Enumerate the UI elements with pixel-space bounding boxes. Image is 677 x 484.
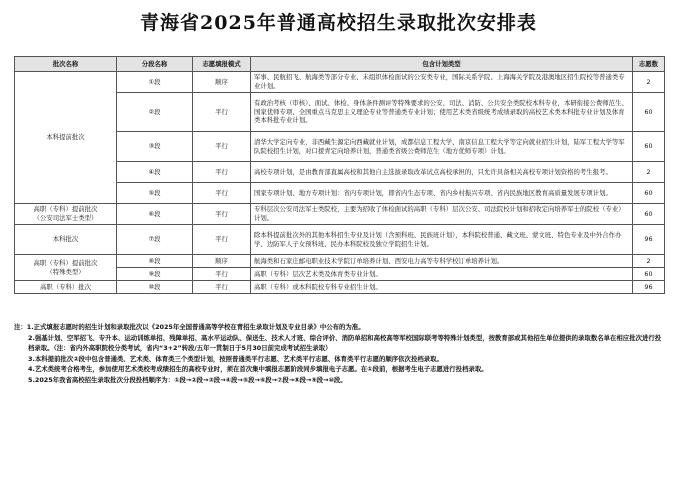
mode-cell: 顺序 — [193, 72, 251, 93]
header-plan: 包含计划类型 — [251, 57, 633, 72]
mode-cell: 平行 — [193, 281, 251, 294]
count-cell: 2 — [633, 255, 665, 268]
plan-cell: 除本科提前批次外的其他本科招生专业及计划（含预科班、民族班计划），本科院校普通、藏文班、蒙文班、特色专业及中外合作办学、边防军人子女预科班、民办本科院校及独立学院招生计划。 — [251, 225, 633, 255]
table-row — [15, 225, 665, 255]
plan-cell: 专科层次公安司法军士类院校，主要为招收了体检面试的高职（专科）层次公安、司法院校计划和招收定向培养军士的院校（专业）计划。 — [251, 204, 633, 225]
plan-cell: 清华大学定向专业，非西藏生源定向西藏就业计划，成都信息工程大学、南京信息工程大学等定向就业招生计划，陆军工程大学等军队院校招生计划，对口援青定向培养计划，普通类省级公费师范生（地方优师专项）计划。 — [251, 132, 633, 162]
count-cell: 2 — [633, 162, 665, 183]
segment-cell: ⑤段 — [117, 183, 193, 204]
note-item: 2.强基计划、空军招飞、专升本、运动训练单招、残障单招、高水平运动队、保送生、技术人才班、综合评价、消防单招和高校高等军校国际联考等特殊计划类型，按教育部或其他招生单位提供的录取数名单在相应批次进行投档录取。（注：省内外高职院校分类考试，省内“3+2”转段/五年一贯制日于5月30日前完成考试招生录取） — [28, 333, 662, 353]
plan-cell: 高职（专科）或本科院校专科专业招生计划。 — [251, 281, 633, 294]
batch-cell: 高职（专科）提前批次 （特殊类型） — [15, 255, 117, 281]
segment-cell: ⑨段 — [117, 268, 193, 281]
plan-cell: 有政治考核（审核）、面试、体检、身体条件测评等特殊要求的公安、司法、消防、公共安全类院校本科专业，本研衔接公费师范生、国家优师专项、全国重点马克思主义理论专业等普通类专业计划；使用艺术类省级统考成绩录取的高校艺术类本科批专业计划及体育类本科批专业计划。 — [251, 93, 633, 132]
table-row — [15, 255, 665, 268]
count-cell: 96 — [633, 225, 665, 255]
plan-cell: 航海类和石家庄邮电职业技术学院订单培养计划、西安电力高等专科学校订单培养计划。 — [251, 255, 633, 268]
note-item: 3.本科提前批次②段中包含普通类、艺术类、体育类三个类型计划，按照普通类平行志愿、艺术类平行志愿、体育类平行志愿的顺序依次投档录取。 — [28, 354, 443, 363]
header-count: 志愿数 — [633, 57, 665, 72]
mode-cell: 平行 — [193, 132, 251, 162]
segment-cell: ④段 — [117, 162, 193, 183]
count-cell: 60 — [633, 93, 665, 132]
count-cell: 2 — [633, 72, 665, 93]
segment-cell: ②段 — [117, 93, 193, 132]
note-item: 注：1.正式填报志愿时的招生计划和录取批次以《2025年全国普通高等学校在青招生录取计划及专业目录》中公布的为准。 — [14, 323, 365, 331]
batch-cell: 本科提前批次 — [15, 72, 117, 204]
batch-cell: 本科批次 — [15, 225, 117, 255]
segment-cell: ⑧段 — [117, 255, 193, 268]
count-cell: 60 — [633, 204, 665, 225]
plan-cell: 高校专项计划，是由教育部直属高校和其他自主选拔录取改革试点高校承担的，只允许具备相关高校专项计划资格的考生报考。 — [251, 162, 633, 183]
segment-cell: ⑥段 — [117, 204, 193, 225]
count-cell: 96 — [633, 281, 665, 294]
count-cell: 60 — [633, 183, 665, 204]
mode-cell: 平行 — [193, 162, 251, 183]
admission-batch-table — [14, 56, 665, 294]
header-mode: 志愿填报模式 — [193, 57, 251, 72]
header-segment: 分段名称 — [117, 57, 193, 72]
plan-cell: 高职（专科）层次艺术类及体育类专业计划。 — [251, 268, 633, 281]
note-item: 4.艺术类统考合格考生，参加使用艺术类校考成绩招生的高校专业时，须在首次集中填报志愿阶段同步填报电子志愿。在①段前，根据考生电子志愿进行投档录取。 — [28, 365, 488, 374]
table-row — [15, 72, 665, 93]
mode-cell: 平行 — [193, 93, 251, 132]
segment-cell: ①段 — [117, 72, 193, 93]
note-item: 5.2025年我省高校招生录取批次分段投档顺序为：①段→②段→③段→④段→⑤段→⑥段→⑦段→⑧段→⑨段→⑩段。 — [28, 375, 347, 384]
segment-cell: ⑩段 — [117, 281, 193, 294]
mode-cell: 顺序 — [193, 255, 251, 268]
segment-cell: ③段 — [117, 132, 193, 162]
batch-cell: 高职（专科）提前批次 （公安司法军士类型） — [15, 204, 117, 225]
header-batch: 批次名称 — [15, 57, 117, 72]
table-row — [15, 281, 665, 294]
plan-cell: 国家专项计划、地方专项计划：省内专项计划，即省内生态专项、省内乡村振兴专项、省内民族地区教育高质量发展专项计划。 — [251, 183, 633, 204]
mode-cell: 平行 — [193, 204, 251, 225]
mode-cell: 平行 — [193, 225, 251, 255]
batch-cell: 高职（专科）批次 — [15, 281, 117, 294]
page-title: 青海省2025年普通高校招生录取批次安排表 — [140, 12, 537, 34]
plan-cell: 军事、民航招飞、航海类等部分专业、未组织体检面试的公安类专业，国际关系学院、上海海关学院及港澳地区招生院校等普通类专业计划。 — [251, 72, 633, 93]
count-cell: 60 — [633, 268, 665, 281]
table-row — [15, 204, 665, 225]
notes-section — [14, 322, 664, 385]
count-cell: 60 — [633, 132, 665, 162]
segment-cell: ⑦段 — [117, 225, 193, 255]
mode-cell: 平行 — [193, 183, 251, 204]
table-header-row — [15, 57, 665, 72]
mode-cell: 平行 — [193, 268, 251, 281]
